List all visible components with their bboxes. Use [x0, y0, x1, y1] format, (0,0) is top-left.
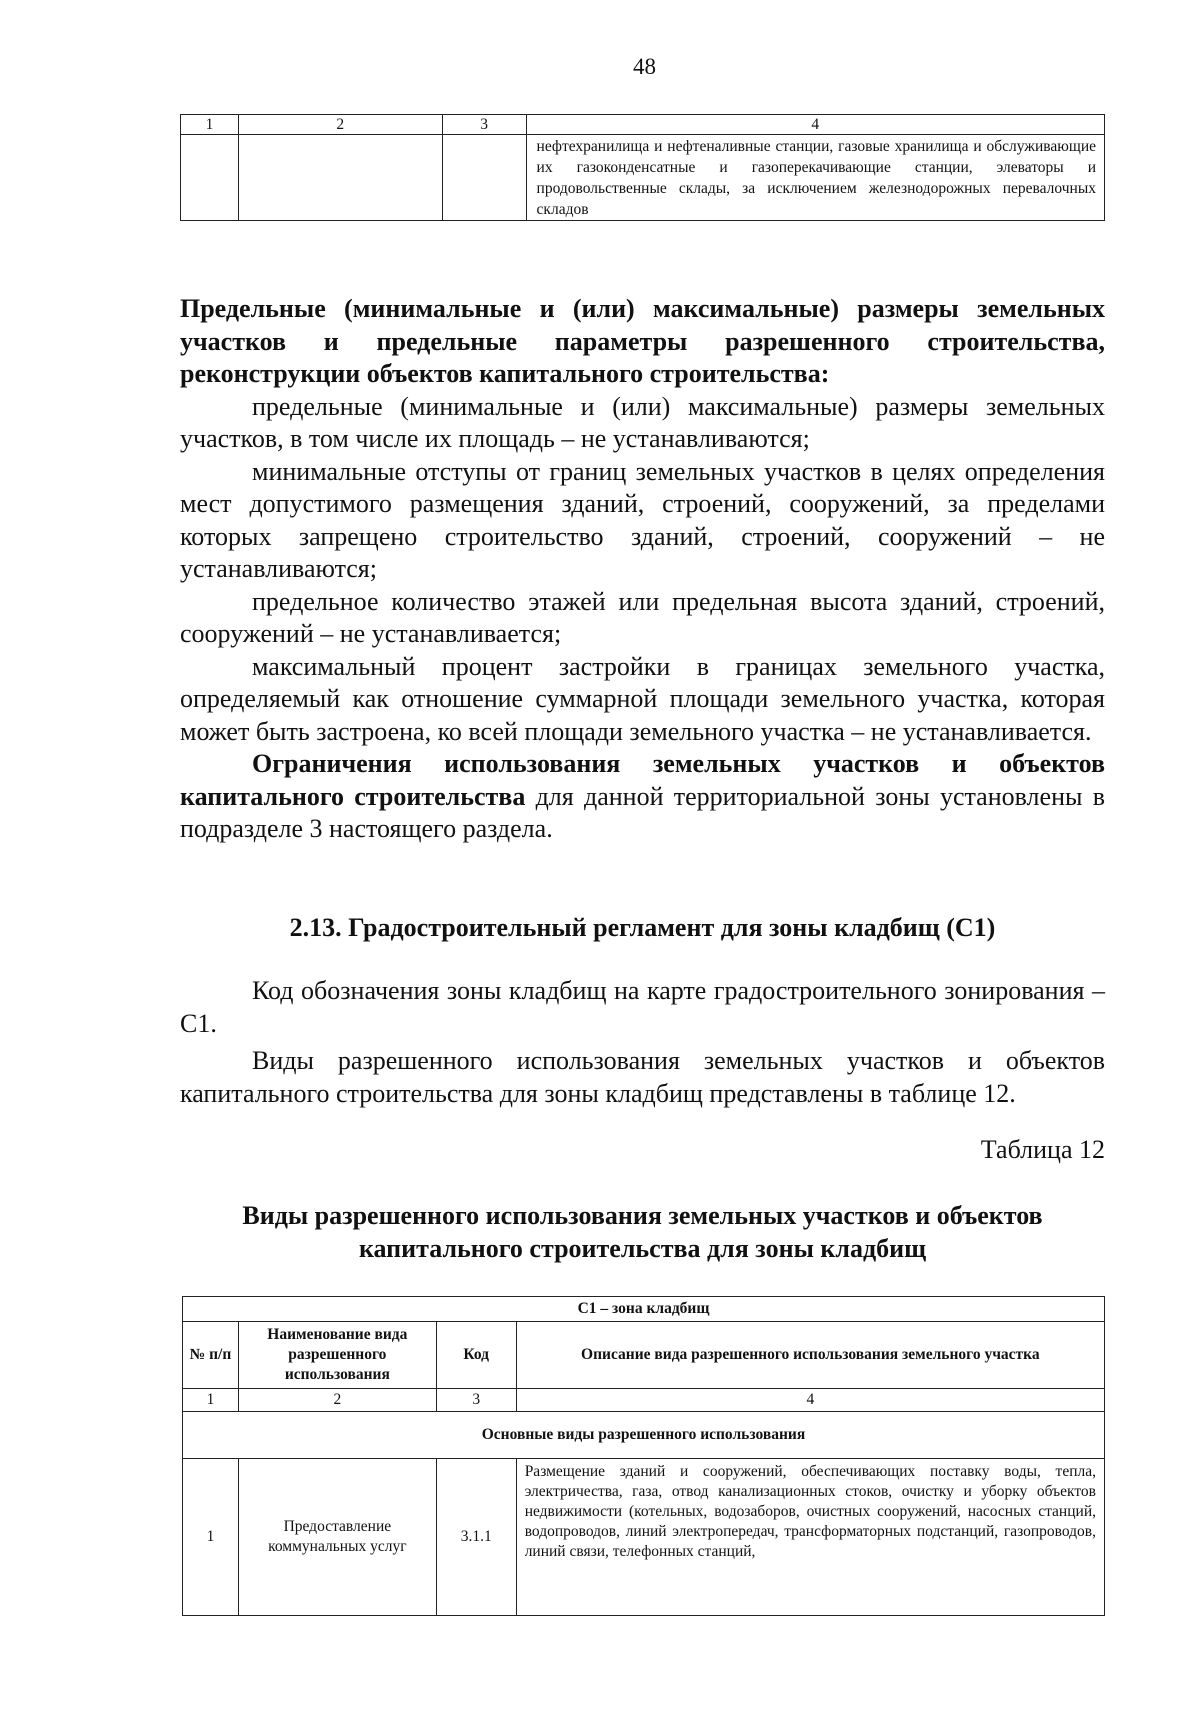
section-paragraph: Виды разрешенного использования земельных участков и объектов капитального строительства для зоны кладбищ представлены в таблице 12. [180, 1046, 1105, 1108]
column-number: 1 [181, 115, 239, 135]
continued-table [180, 114, 1105, 221]
zone-header: С1 – зона кладбищ [183, 1297, 1105, 1322]
empty-cell [442, 135, 526, 221]
section-body [180, 975, 1105, 1115]
column-header: № п/п [183, 1322, 239, 1389]
empty-cell [181, 135, 239, 221]
column-number: 4 [516, 1389, 1104, 1412]
limit-item: минимальные отступы от границ земельных участков в целях определения мест допустимого размещения зданий, строений, сооружений, за пределами которых запрещено строительство зданий, строений, сооружений – не устанавливаются; [180, 456, 1105, 583]
restrictions-bold-text: Ограничения использования земельных участков и объектов капитального строительства [180, 749, 1105, 811]
section-title: 2.13. Градостроительный регламент для зоны кладбищ (С1) [289, 913, 996, 942]
table-row [181, 135, 1105, 221]
empty-cell [238, 135, 442, 221]
restrictions-text: для данной территориальной зоны установлены в подразделе 3 настоящего раздела. [180, 781, 1105, 843]
limits-section [180, 293, 1105, 846]
restrictions-paragraph [180, 748, 1105, 846]
section-paragraph: Код обозначения зоны кладбищ на карте градостроительного зонирования – С1. [180, 976, 1105, 1038]
table-header-row [181, 115, 1105, 135]
limits-heading: Предельные (минимальные и (или) максимальные) размеры земельных участков и предельные параметры разрешенного строительства, реконструкции объектов капитального строительства: [180, 294, 1105, 388]
column-number: 3 [442, 115, 526, 135]
column-header: Код [436, 1322, 516, 1389]
table-header-row [183, 1322, 1105, 1389]
use-name: Предоставление коммунальных услуг [238, 1459, 436, 1616]
column-header: Описание вида разрешенного использования земельного участка [516, 1322, 1104, 1389]
limit-item: предельные (минимальные и (или) максимальные) размеры земельных участков, в том числе их площадь – не устанавливаются; [180, 391, 1105, 453]
main-types-label: Основные виды разрешенного использования [183, 1412, 1105, 1459]
zone-header-row [183, 1297, 1105, 1322]
use-code: 3.1.1 [436, 1459, 516, 1616]
use-description: Размещение зданий и сооружений, обеспечивающих поставку воды, тепла, электричества, газа, отвод канализационных стоков, очистку и уборку объектов недвижимости (котельных, водозаборов, очистных сооружений, насосных станций, водопроводов, линий электропередач, трансформаторных подстанций, газопроводов, линий связи, телефонных станций, [516, 1459, 1104, 1616]
row-number: 1 [183, 1459, 239, 1616]
column-number-row [183, 1389, 1105, 1412]
table-row [183, 1459, 1105, 1616]
column-number: 1 [183, 1389, 239, 1412]
table-label: Таблица 12 [980, 1135, 1105, 1164]
continued-description-cell: нефтехранилища и нефтеналивные станции, газовые хранилища и обслуживающие их газоконденсатные и газоперекачивающие станции, элеваторы и продовольственные склады, за исключением железнодорожных перевалочных складов [526, 135, 1104, 221]
column-number: 2 [238, 115, 442, 135]
limit-item: максимальный процент застройки в границах земельного участка, определяемый как отношение суммарной площади земельного участка, которая может быть застроена, ко всей площади земельного участка – не устанавливается. [180, 651, 1105, 746]
zone-uses-table [182, 1296, 1105, 1616]
column-number: 2 [238, 1389, 436, 1412]
limit-item: предельное количество этажей или предельная высота зданий, строений, сооружений – не устанавливается; [180, 586, 1105, 648]
column-number: 4 [526, 115, 1104, 135]
column-header: Наименование вида разрешенного использования [238, 1322, 436, 1389]
table-caption: Виды разрешенного использования земельных участков и объектов капитального строительства для зоны кладбищ [242, 1201, 1043, 1263]
main-types-row [183, 1412, 1105, 1459]
page-number: 48 [633, 54, 656, 79]
column-number: 3 [436, 1389, 516, 1412]
